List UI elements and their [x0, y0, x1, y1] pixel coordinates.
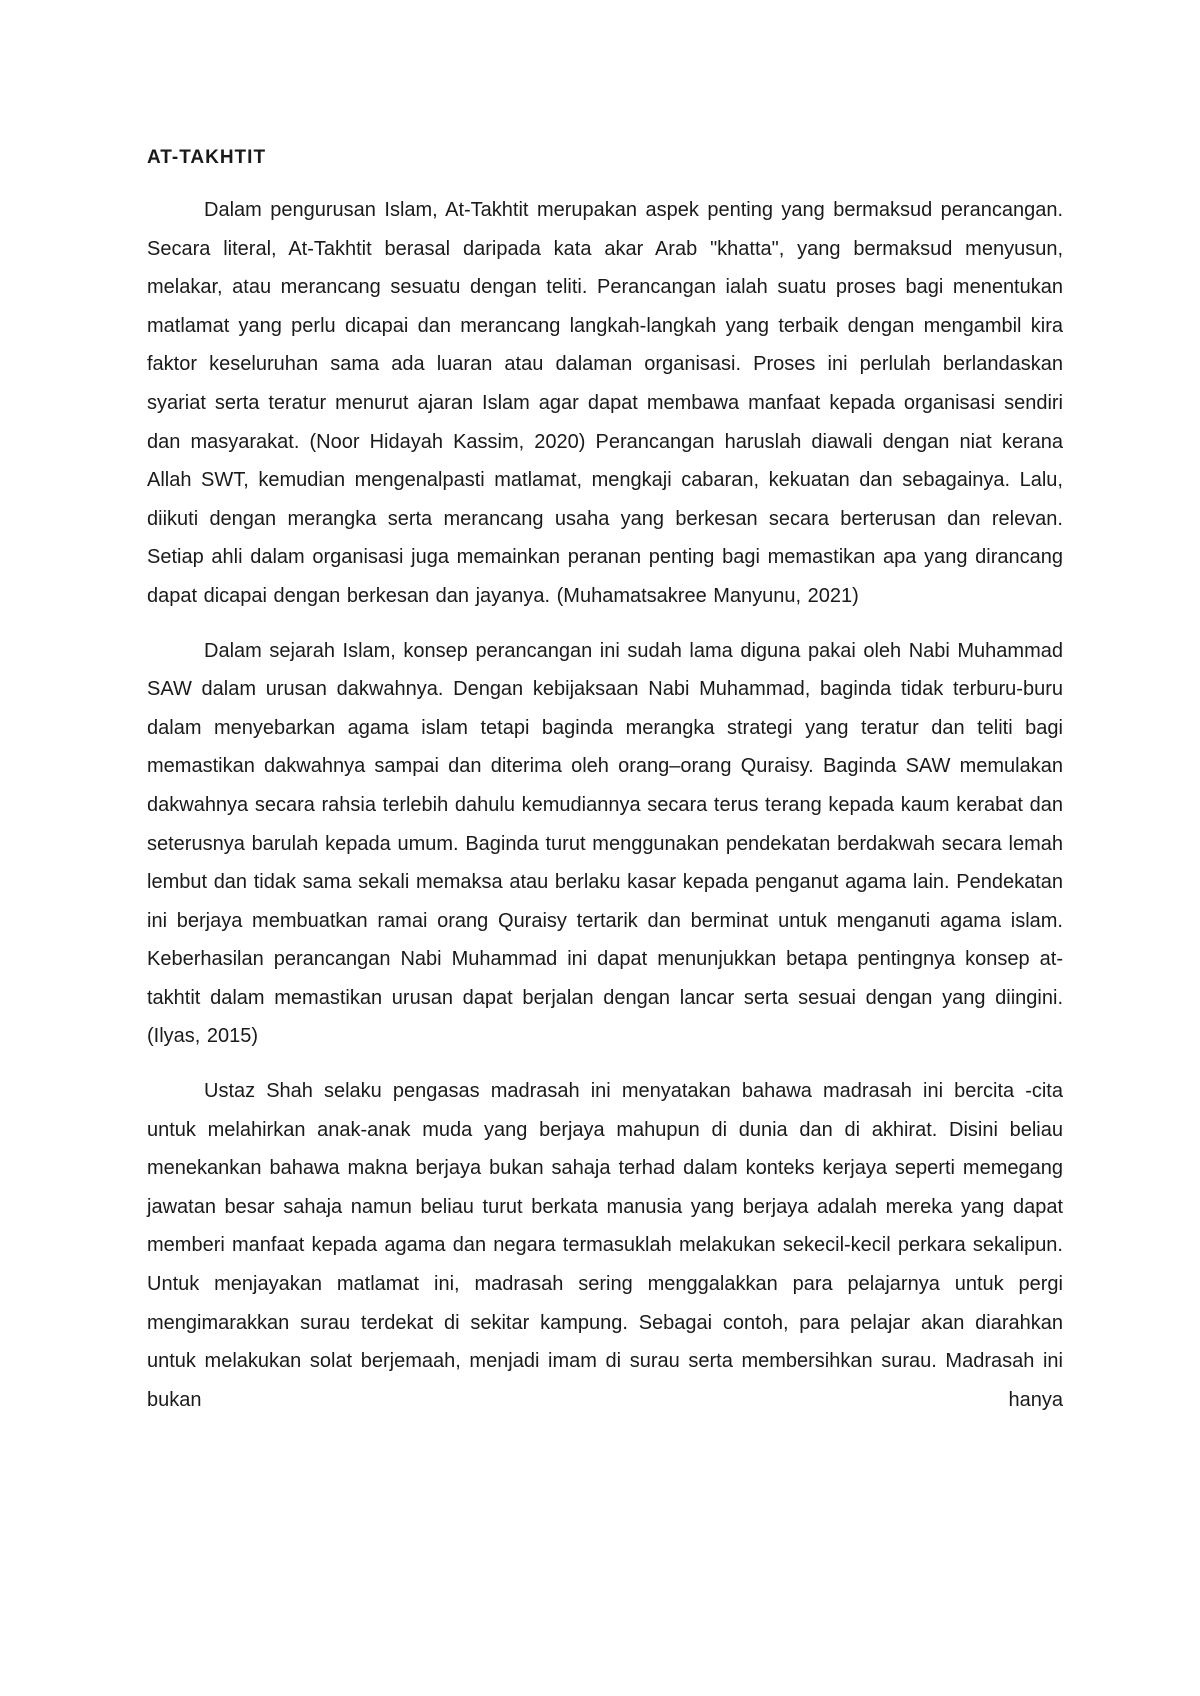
- section-heading: AT-TAKHTIT: [147, 147, 267, 168]
- document-body: [147, 145, 1063, 1435]
- paragraph-3: Ustaz Shah selaku pengasas madrasah ini menyatakan bahawa madrasah ini bercita -cita untuk melahirkan anak-anak muda yang berjaya mahupun di dunia dan di akhirat. Disini beliau menekankan bahawa makna berjaya bukan sahaja terhad dalam konteks kerjaya seperti memegang jawatan besar sahaja namun beliau turut berkata manusia yang berjaya adalah mereka yang dapat memberi manfaat kepada agama dan negara termasuklah melakukan sekecil-kecil perkara sekalipun. Untuk menjayakan matlamat ini, madrasah sering menggalakkan para pelajarnya untuk pergi mengimarakkan surau terdekat di sekitar kampung. Sebagai contoh, para pelajar akan diarahkan untuk melakukan solat berjemaah, menjadi imam di surau serta membersihkan surau. Madrasah ini bukan hanya: [147, 1080, 1063, 1411]
- paragraph-1: Dalam pengurusan Islam, At-Takhtit merupakan aspek penting yang bermaksud perancangan. Secara literal, At-Takhtit berasal daripada kata akar Arab "khatta", yang bermaksud menyusun, melakar, atau merancang sesuatu dengan teliti. Perancangan ialah suatu proses bagi menentukan matlamat yang perlu dicapai dan merancang langkah-langkah yang terbaik dengan mengambil kira faktor keseluruhan sama ada luaran atau dalaman organisasi. Proses ini perlulah berlandaskan syariat serta teratur menurut ajaran Islam agar dapat membawa manfaat kepada organisasi sendiri dan masyarakat. (Noor Hidayah Kassim, 2020) Perancangan haruslah diawali dengan niat kerana Allah SWT, kemudian mengenalpasti matlamat, mengkaji cabaran, kekuatan dan sebagainya. Lalu, diikuti dengan merangka serta merancang usaha yang berkesan secara berterusan dan relevan. Setiap ahli dalam organisasi juga memainkan peranan penting bagi memastikan apa yang dirancang dapat dicapai dengan berkesan dan jayanya. (Muhamatsakree Manyunu, 2021): [147, 199, 1063, 607]
- paragraph-2: Dalam sejarah Islam, konsep perancangan ini sudah lama diguna pakai oleh Nabi Muhammad SAW dalam urusan dakwahnya. Dengan kebijaksaan Nabi Muhammad, baginda tidak terburu-buru dalam menyebarkan agama islam tetapi baginda merangka strategi yang teratur dan teliti bagi memastikan dakwahnya sampai dan diterima oleh orang–orang Quraisy. Baginda SAW memulakan dakwahnya secara rahsia terlebih dahulu kemudiannya secara terus terang kepada kaum kerabat dan seterusnya barulah kepada umum. Baginda turut menggunakan pendekatan berdakwah secara lemah lembut dan tidak sama sekali memaksa atau berlaku kasar kepada penganut agama lain. Pendekatan ini berjaya membuatkan ramai orang Quraisy tertarik dan berminat untuk menganuti agama islam. Keberhasilan perancangan Nabi Muhammad ini dapat menunjukkan betapa pentingnya konsep at-takhtit dalam memastikan urusan dapat berjalan dengan lancar serta sesuai dengan yang diingini. (Ilyas, 2015): [147, 639, 1063, 1048]
